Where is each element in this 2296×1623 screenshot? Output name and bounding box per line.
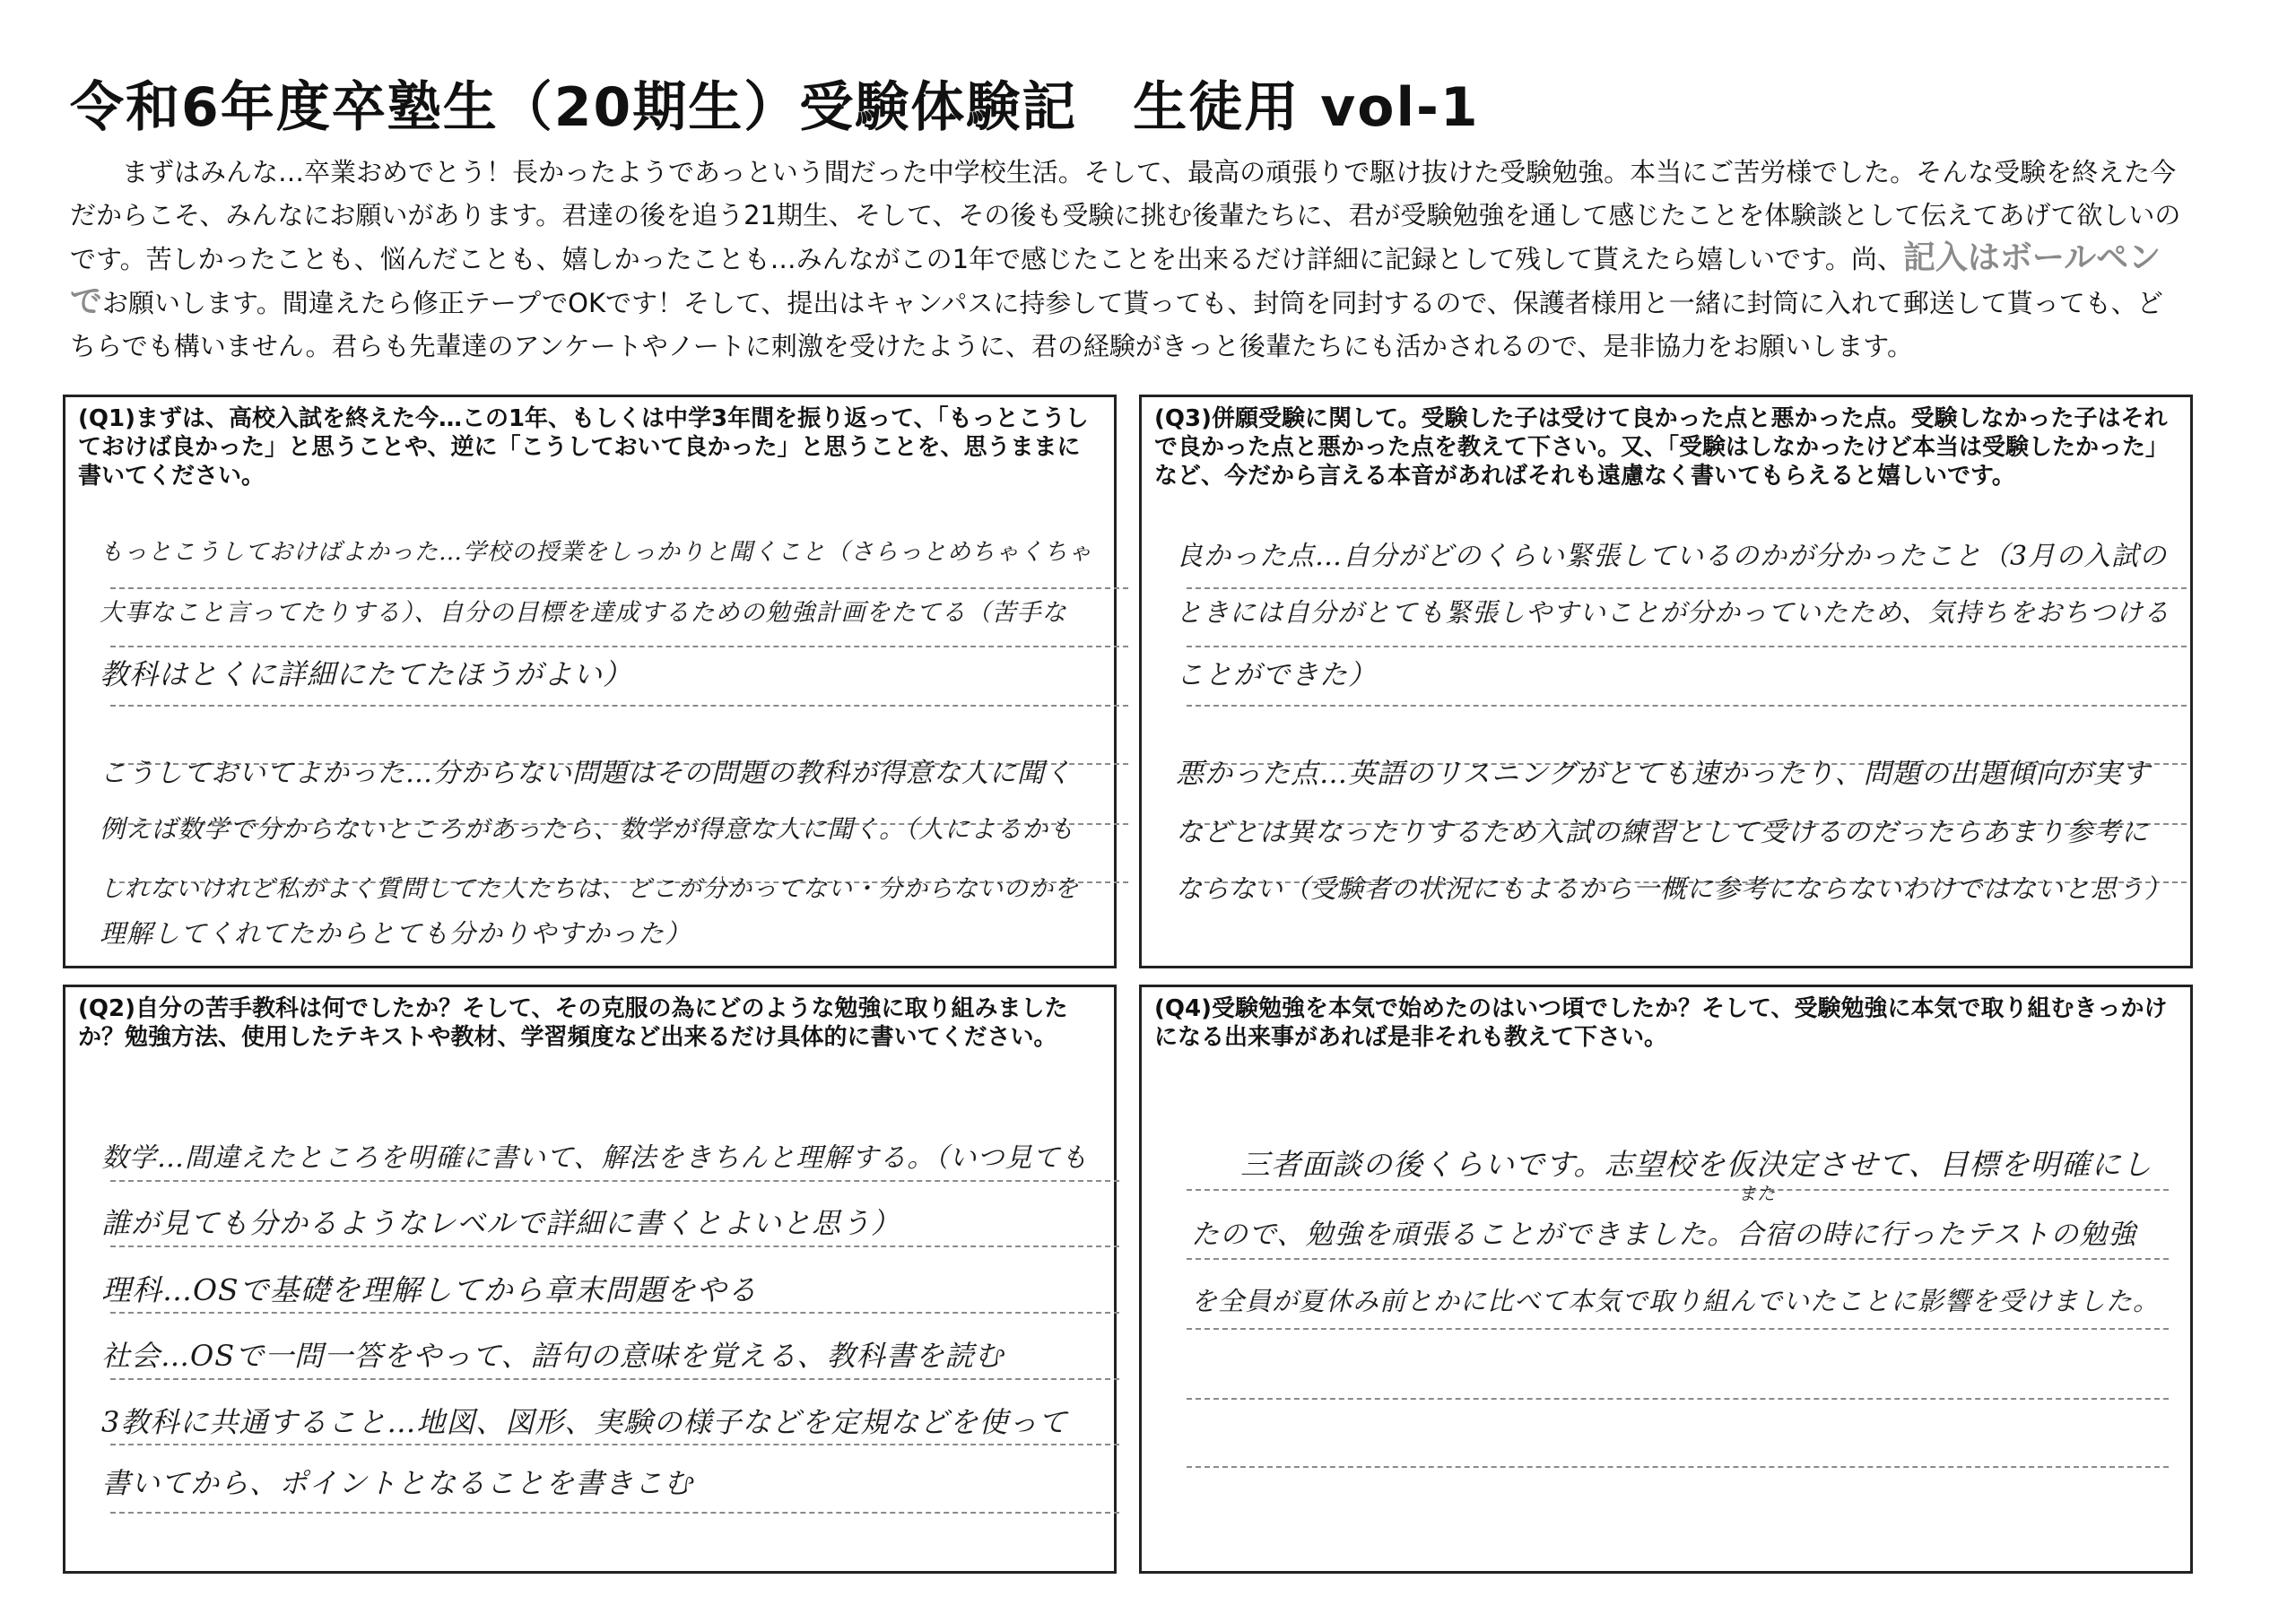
question-box-q4 — [1139, 985, 2193, 1574]
answer-line: こうしておいてよかった…分からない問題はその問題の教科が得意な人に聞く — [100, 758, 1073, 789]
question-box-q1 — [63, 395, 1117, 968]
answer-line: しれないけれど私がよく質問してた人たちは、どこが分かってない・分からないのかを — [100, 875, 1079, 903]
answer-line: ことができた） — [1176, 659, 1377, 691]
ruled-line — [110, 646, 1128, 647]
question-prompt-q4: (Q4)受験勉強を本気で始めたのはいつ頃でしたか？そして、受験勉強に本気で取り組むきっかけになる出来事があれば是非それも教えて下さい。 — [1154, 995, 2168, 1051]
answer-line: 数学…間違えたところを明確に書いて、解法をきちんと理解する。（いつ見ても — [101, 1142, 1089, 1174]
answer-line: ならない（受験者の状況にもよるから一概に参考にならないわけではないと思う） — [1176, 873, 2172, 904]
answer-line: 例えば数学で分からないところがあったら、数学が得意な人に聞く。（人によるかも — [100, 814, 1075, 844]
ruled-line — [1187, 705, 2187, 707]
ruled-line — [110, 1180, 1119, 1182]
answer-line: ときには自分がとても緊張しやすいことが分かっていたため、気持ちをおちつける — [1176, 597, 2170, 628]
ruled-line — [1187, 1398, 2169, 1400]
ruled-line — [110, 1245, 1119, 1247]
question-prompt-q1: (Q1)まずは、高校入試を終えた今…この1年、もしくは中学3年間を振り返って、「もっとこうしておけば良かった」と思うことや、逆に「こうしておいて良かった」と思うことを、思うままに書いてください。 — [78, 405, 1089, 490]
answer-line: 大事なこと言ってたりする）、自分の目標を達成するための勉強計画をたてる（苦手な — [100, 599, 1067, 627]
answer-line: 誰が見ても分かるようなレベルで詳細に書くとよいと思う） — [101, 1206, 901, 1240]
ruled-line — [1187, 1258, 2169, 1260]
ruled-line — [110, 1378, 1119, 1380]
intro-emphasis: 記入はボールペンで — [70, 239, 2161, 320]
answer-line: を全員が夏休み前とかに比べて本気で取り組んでいたことに影響を受けました。 — [1191, 1286, 2161, 1316]
ruled-line — [110, 1512, 1119, 1514]
page-title: 令和6年度卒塾生（20期生）受験体験記 生徒用 vol-1 — [70, 76, 1480, 139]
question-box-q3 — [1139, 395, 2193, 968]
intro-text-before: まずはみんな…卒業おめでとう！長かったようであっという間だった中学校生活。そして、最高の頑張りで駆け抜けた受験勉強。本当にご苦労様でした。そんな受験を終えた今だからこそ、みんなにお願いがあります。君達の後を追う21期生、そして、その後も受験に挑む後輩たちに、君が受験勉強を通して感じたことを体験談として伝えてあげて欲しいのです。苦しかったことも、悩んだことも、嬉しかったことも…みんながこの1年で感じたことを出来るだけ詳細に記録として残して貰えたら嬉しいです。尚、 — [70, 157, 2181, 274]
ruled-line — [1187, 1466, 2169, 1468]
intro-text-after: お願いします。間違えたら修正テープでOKです！そして、提出はキャンパスに持参して貰っても、封筒を同封するので、保護者様用と一緒に封筒に入れて郵送して貰っても、どちらでも構いません。君らも先輩達のアンケートやノートに刺激を受けたように、君の経験がきっと後輩たちにも活かされるので、是非協力をお願いします。 — [70, 288, 2163, 361]
answer-line: 悪かった点…英語のリスニングがとても速かったり、問題の出題傾向が実す — [1176, 758, 2151, 790]
answer-line: 教科はとくに詳細にたてたほうがよい） — [100, 657, 633, 691]
answer-line: 書いてから、ポイントとなることを書きこむ — [101, 1466, 694, 1500]
ruled-line — [1187, 646, 2187, 647]
answer-line: 社会…OSで一問一答をやって、語句の意味を覚える、教科書を読む — [101, 1339, 1004, 1373]
ruled-line — [1187, 1189, 2169, 1191]
answer-line: 理科…OSで基礎を理解してから章末問題をやる — [101, 1272, 758, 1307]
ruled-line — [110, 1312, 1119, 1314]
answer-line: などとは異なったりするため入試の練習として受けるのだったらあまり参考に — [1176, 817, 2149, 848]
question-prompt-q2: (Q2)自分の苦手教科は何でしたか？そして、その克服の為にどのような勉強に取り組みましたか？勉強方法、使用したテキストや教材、学習頻度など出来るだけ具体的に書いてください。 — [78, 995, 1068, 1051]
answer-line: 理解してくれてたからとても分かりやすかった） — [100, 918, 692, 949]
answer-line: たので、勉強を頑張ることができました。合宿の時に行ったテストの勉強 — [1191, 1219, 2137, 1251]
intro-paragraph — [70, 151, 2187, 368]
ruled-line — [110, 587, 1128, 589]
ruled-line — [110, 1444, 1119, 1445]
ruled-lines-q4 — [1142, 987, 2190, 1571]
insertion-mark: また — [1738, 1183, 1776, 1204]
ruled-line — [1187, 587, 2187, 589]
answer-line: もっとこうしておけばよかった…学校の授業をしっかりと聞くこと（さらっとめちゃくちゃ — [100, 539, 1093, 566]
ruled-line — [110, 705, 1128, 707]
answer-line: 良かった点…自分がどのくらい緊張しているのかが分かったこと（3月の入試の — [1176, 541, 2168, 572]
answer-line: 3教科に共通すること…地図、図形、実験の様子などを定規などを使って — [101, 1405, 1068, 1439]
question-prompt-q3: (Q3)併願受験に関して。受験した子は受けて良かった点と悪かった点。受験しなかった子はそれで良かった点と悪かった点を教えて下さい。又、「受験はしなかったけど本当は受験したかった」など、今だから言える本音があればそれも遠慮なく書いてもらえると嬉しいです。 — [1154, 405, 2170, 490]
question-box-q2 — [63, 985, 1117, 1574]
answer-line: 三者面談の後くらいです。志望校を仮決定させて、目標を明確にし — [1240, 1147, 2152, 1182]
ruled-line — [1187, 1328, 2169, 1330]
